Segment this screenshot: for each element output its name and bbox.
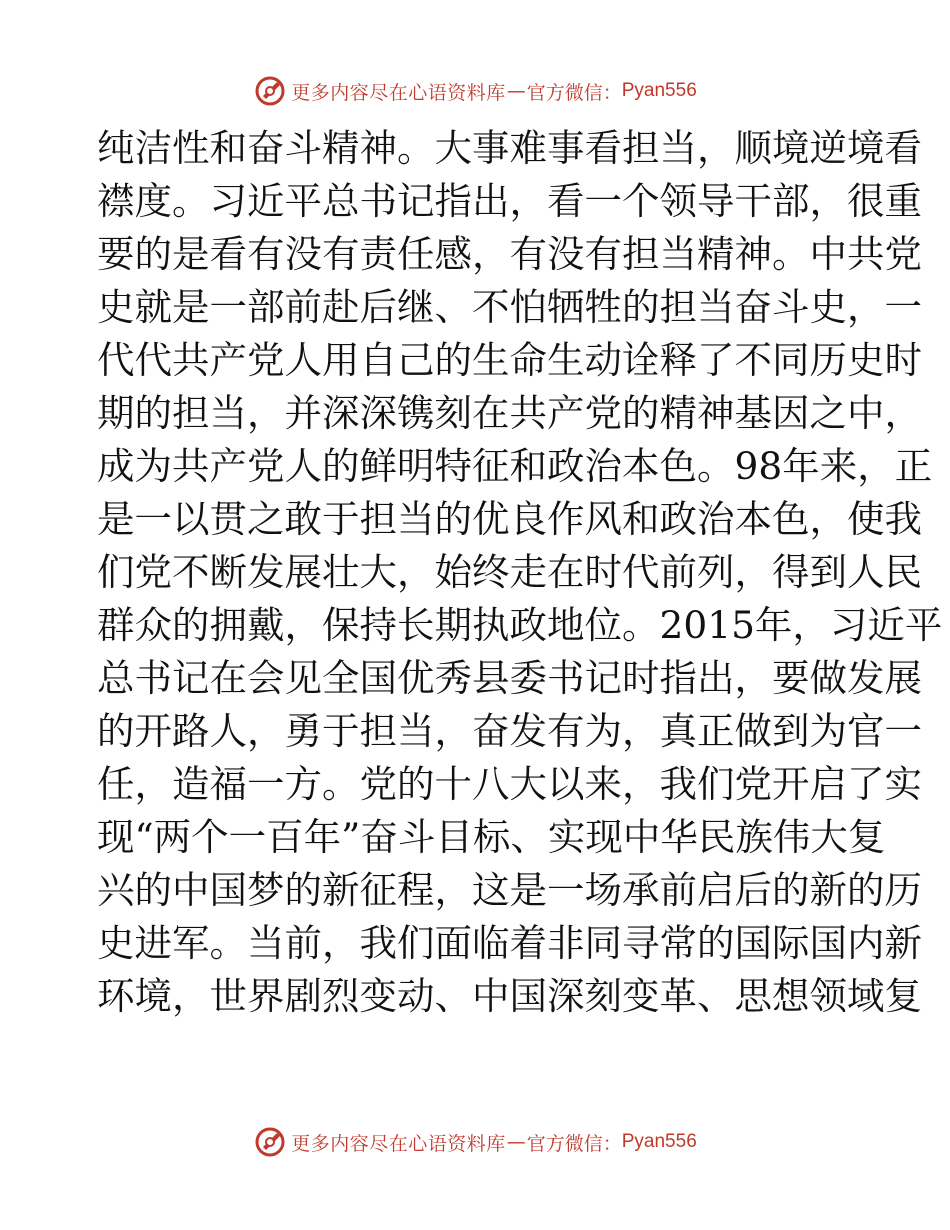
watermark-wechat-label: 官方微信： [526, 81, 622, 104]
watermark-wechat-id: Pyan556 [621, 1131, 697, 1152]
text-line: 环境，世界剧烈变动、中国深刻变革、思想领域复 [97, 974, 922, 1018]
text-line: 群众的拥戴，保持长期执政地位。2015年，习近平 [97, 603, 943, 647]
watermark-wechat-id: Pyan556 [621, 80, 697, 101]
text-line: 史进军。当前，我们面临着非同寻常的国际国内新 [97, 921, 922, 965]
watermark-logo-icon [253, 74, 287, 108]
watermark-dash: — [506, 80, 526, 102]
watermark-wechat-label: 官方微信： [526, 1132, 622, 1155]
watermark-footer [0, 1122, 950, 1162]
watermark-header [0, 71, 950, 111]
watermark-site-text: 更多内容尽在心语资料库 [291, 81, 506, 104]
text-line: 成为共产党人的鲜明特征和政治本色。98年来，正 [97, 444, 933, 488]
text-line: 代代共产党人用自己的生命生动诠释了不同历史时 [97, 338, 922, 382]
text-line: 襟度。习近平总书记指出，看一个领导干部，很重 [97, 179, 922, 223]
text-line: 是一以贯之敢于担当的优良作风和政治本色，使我 [97, 497, 922, 541]
text-line: 的开路人，勇于担当，奋发有为，真正做到为官一 [97, 709, 922, 753]
watermark-logo-icon [253, 1125, 287, 1159]
text-line: 史就是一部前赴后继、不怕牺牲的担当奋斗史，一 [97, 285, 922, 329]
text-line: 任，造福一方。党的十八大以来，我们党开启了实 [97, 762, 922, 806]
body-text [97, 122, 943, 1023]
text-line: 总书记在会见全国优秀县委书记时指出，要做发展 [97, 656, 922, 700]
text-line: 要的是看有没有责任感，有没有担当精神。中共党 [97, 232, 922, 276]
text-line: 纯洁性和奋斗精神。大事难事看担当，顺境逆境看 [97, 126, 922, 170]
text-line: 们党不断发展壮大，始终走在时代前列，得到人民 [97, 550, 922, 594]
watermark-site-text: 更多内容尽在心语资料库 [291, 1132, 506, 1155]
text-line: 期的担当，并深深镌刻在共产党的精神基因之中， [97, 391, 922, 435]
watermark-dash: — [506, 1131, 526, 1153]
text-line: 兴的中国梦的新征程，这是一场承前启后的新的历 [97, 868, 922, 912]
text-line: 现“两个一百年”奋斗目标、实现中华民族伟大复 [97, 815, 886, 859]
